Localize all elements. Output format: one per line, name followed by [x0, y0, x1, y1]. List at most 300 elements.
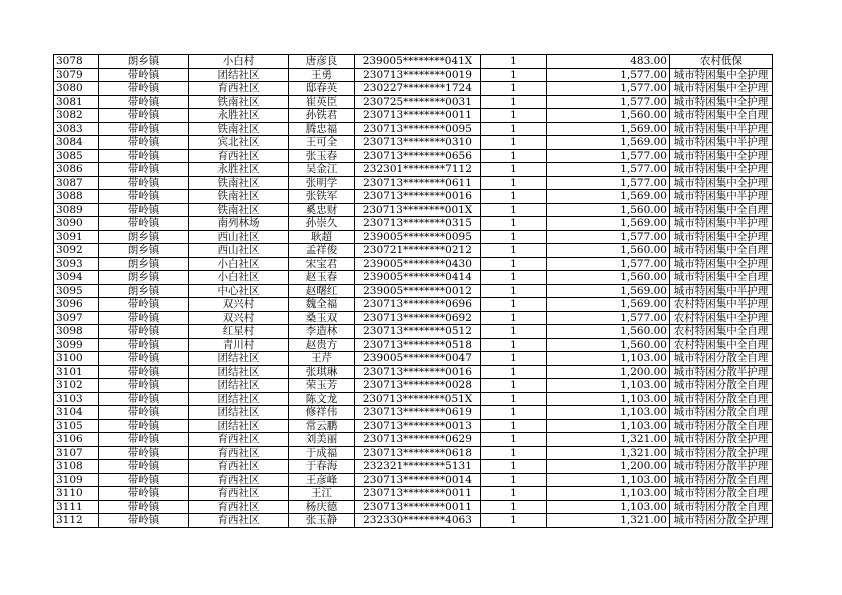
community-cell: 永胜社区	[189, 163, 289, 177]
table-row	[54, 379, 773, 393]
community-cell: 育西社区	[189, 487, 289, 501]
amount-cell: 1,569.00	[547, 190, 670, 204]
town-cell: 带岭镇	[99, 473, 189, 487]
amount-cell: 1,560.00	[547, 271, 670, 285]
table-body	[54, 55, 773, 528]
town-cell: 带岭镇	[99, 109, 189, 123]
person-name-cell: 王可全	[289, 136, 355, 150]
community-cell: 团结社区	[189, 68, 289, 82]
count-cell: 1	[481, 122, 547, 136]
count-cell: 1	[481, 230, 547, 244]
id-number-cell: 230713********0011	[355, 500, 481, 514]
table-row	[54, 311, 773, 325]
id-number-cell: 230725********0031	[355, 95, 481, 109]
community-cell: 双兴村	[189, 311, 289, 325]
row-number-cell: 3099	[54, 338, 99, 352]
table-row	[54, 365, 773, 379]
community-cell: 小白社区	[189, 271, 289, 285]
table-row	[54, 473, 773, 487]
category-cell: 农村特困集中半护理	[670, 298, 773, 312]
count-cell: 1	[481, 487, 547, 501]
row-number-cell: 3110	[54, 487, 99, 501]
town-cell: 带岭镇	[99, 419, 189, 433]
row-number-cell: 3111	[54, 500, 99, 514]
table-row	[54, 500, 773, 514]
person-name-cell: 赵贵方	[289, 338, 355, 352]
category-cell: 城市特困集中半护理	[670, 217, 773, 231]
community-cell: 育西社区	[189, 460, 289, 474]
town-cell: 带岭镇	[99, 68, 189, 82]
count-cell: 1	[481, 325, 547, 339]
town-cell: 带岭镇	[99, 298, 189, 312]
table-row	[54, 446, 773, 460]
id-number-cell: 230713********0013	[355, 419, 481, 433]
table-row	[54, 82, 773, 96]
community-cell: 南列林场	[189, 217, 289, 231]
community-cell: 团结社区	[189, 379, 289, 393]
id-number-cell: 230721********0212	[355, 244, 481, 258]
category-cell: 城市特困集中半护理	[670, 122, 773, 136]
category-cell: 城市特困集中半护理	[670, 190, 773, 204]
category-cell: 城市特困分散全自理	[670, 500, 773, 514]
id-number-cell: 230713********001X	[355, 203, 481, 217]
table-row	[54, 284, 773, 298]
community-cell: 红星村	[189, 325, 289, 339]
table-row	[54, 190, 773, 204]
id-number-cell: 230713********0611	[355, 176, 481, 190]
table-row	[54, 149, 773, 163]
amount-cell: 1,569.00	[547, 217, 670, 231]
row-number-cell: 3083	[54, 122, 99, 136]
row-number-cell: 3101	[54, 365, 99, 379]
person-name-cell: 孙崇久	[289, 217, 355, 231]
amount-cell: 1,200.00	[547, 365, 670, 379]
category-cell: 城市特困集中半护理	[670, 284, 773, 298]
count-cell: 1	[481, 136, 547, 150]
town-cell: 带岭镇	[99, 338, 189, 352]
row-number-cell: 3086	[54, 163, 99, 177]
table-row	[54, 217, 773, 231]
table-row	[54, 122, 773, 136]
table-row	[54, 271, 773, 285]
row-number-cell: 3102	[54, 379, 99, 393]
category-cell: 城市特困分散半护理	[670, 365, 773, 379]
row-number-cell: 3092	[54, 244, 99, 258]
town-cell: 带岭镇	[99, 433, 189, 447]
person-name-cell: 吴金江	[289, 163, 355, 177]
row-number-cell: 3106	[54, 433, 99, 447]
community-cell: 团结社区	[189, 365, 289, 379]
count-cell: 1	[481, 284, 547, 298]
town-cell: 带岭镇	[99, 136, 189, 150]
category-cell: 城市特困集中全自理	[670, 203, 773, 217]
row-number-cell: 3078	[54, 55, 99, 69]
count-cell: 1	[481, 500, 547, 514]
person-name-cell: 张铁军	[289, 190, 355, 204]
town-cell: 带岭镇	[99, 325, 189, 339]
community-cell: 铁南社区	[189, 176, 289, 190]
category-cell: 农村特困集中全自理	[670, 325, 773, 339]
count-cell: 1	[481, 149, 547, 163]
person-name-cell: 于春海	[289, 460, 355, 474]
category-cell: 城市特困集中全护理	[670, 257, 773, 271]
category-cell: 城市特困分散全自理	[670, 487, 773, 501]
id-number-cell: 232330********4063	[355, 514, 481, 528]
table-row	[54, 95, 773, 109]
row-number-cell: 3103	[54, 392, 99, 406]
person-name-cell: 于成福	[289, 446, 355, 460]
row-number-cell: 3082	[54, 109, 99, 123]
category-cell: 城市特困集中全护理	[670, 82, 773, 96]
amount-cell: 1,560.00	[547, 109, 670, 123]
category-cell: 农村低保	[670, 55, 773, 69]
amount-cell: 1,577.00	[547, 230, 670, 244]
amount-cell: 1,577.00	[547, 95, 670, 109]
count-cell: 1	[481, 257, 547, 271]
count-cell: 1	[481, 406, 547, 420]
community-cell: 团结社区	[189, 352, 289, 366]
community-cell: 铁南社区	[189, 203, 289, 217]
amount-cell: 1,103.00	[547, 352, 670, 366]
community-cell: 宾北社区	[189, 136, 289, 150]
amount-cell: 1,321.00	[547, 433, 670, 447]
id-number-cell: 230713********0011	[355, 109, 481, 123]
category-cell: 城市特困集中全护理	[670, 176, 773, 190]
category-cell: 城市特困分散全自理	[670, 406, 773, 420]
id-number-cell: 230713********0095	[355, 122, 481, 136]
amount-cell: 483.00	[547, 55, 670, 69]
id-number-cell: 230713********0629	[355, 433, 481, 447]
town-cell: 带岭镇	[99, 163, 189, 177]
amount-cell: 1,577.00	[547, 311, 670, 325]
id-number-cell: 239005********0047	[355, 352, 481, 366]
amount-cell: 1,569.00	[547, 136, 670, 150]
town-cell: 带岭镇	[99, 379, 189, 393]
category-cell: 城市特困分散全护理	[670, 514, 773, 528]
town-cell: 带岭镇	[99, 122, 189, 136]
id-number-cell: 232301********7112	[355, 163, 481, 177]
amount-cell: 1,569.00	[547, 298, 670, 312]
table-row	[54, 298, 773, 312]
community-cell: 铁南社区	[189, 95, 289, 109]
id-number-cell: 230713********0019	[355, 68, 481, 82]
person-name-cell: 王芹	[289, 352, 355, 366]
count-cell: 1	[481, 55, 547, 69]
category-cell: 城市特困集中全护理	[670, 230, 773, 244]
category-cell: 城市特困分散全自理	[670, 392, 773, 406]
person-name-cell: 陈文龙	[289, 392, 355, 406]
town-cell: 带岭镇	[99, 514, 189, 528]
community-cell: 中心社区	[189, 284, 289, 298]
id-number-cell: 239005********0012	[355, 284, 481, 298]
town-cell: 朗乡镇	[99, 271, 189, 285]
community-cell: 团结社区	[189, 406, 289, 420]
amount-cell: 1,321.00	[547, 446, 670, 460]
id-number-cell: 239005********0095	[355, 230, 481, 244]
row-number-cell: 3085	[54, 149, 99, 163]
id-number-cell: 239005********041X	[355, 55, 481, 69]
count-cell: 1	[481, 311, 547, 325]
count-cell: 1	[481, 460, 547, 474]
id-number-cell: 230713********0016	[355, 365, 481, 379]
person-name-cell: 孟祥俊	[289, 244, 355, 258]
community-cell: 小白村	[189, 55, 289, 69]
row-number-cell: 3090	[54, 217, 99, 231]
row-number-cell: 3093	[54, 257, 99, 271]
community-cell: 青川村	[189, 338, 289, 352]
table-row	[54, 419, 773, 433]
person-name-cell: 杨庆德	[289, 500, 355, 514]
person-name-cell: 张玉静	[289, 514, 355, 528]
person-name-cell: 张琪琳	[289, 365, 355, 379]
row-number-cell: 3104	[54, 406, 99, 420]
table-row	[54, 487, 773, 501]
table-row	[54, 406, 773, 420]
amount-cell: 1,103.00	[547, 392, 670, 406]
person-name-cell: 耿超	[289, 230, 355, 244]
row-number-cell: 3107	[54, 446, 99, 460]
row-number-cell: 3112	[54, 514, 99, 528]
category-cell: 城市特困集中全自理	[670, 271, 773, 285]
id-number-cell: 230713********0315	[355, 217, 481, 231]
count-cell: 1	[481, 514, 547, 528]
row-number-cell: 3079	[54, 68, 99, 82]
count-cell: 1	[481, 190, 547, 204]
town-cell: 朗乡镇	[99, 257, 189, 271]
table-row	[54, 514, 773, 528]
count-cell: 1	[481, 379, 547, 393]
table-row	[54, 230, 773, 244]
person-name-cell: 唐彦良	[289, 55, 355, 69]
community-cell: 育西社区	[189, 500, 289, 514]
table-row	[54, 433, 773, 447]
category-cell: 城市特困集中全护理	[670, 68, 773, 82]
table-row	[54, 338, 773, 352]
community-cell: 永胜社区	[189, 109, 289, 123]
person-name-cell: 王彦峰	[289, 473, 355, 487]
amount-cell: 1,321.00	[547, 514, 670, 528]
town-cell: 带岭镇	[99, 487, 189, 501]
amount-cell: 1,569.00	[547, 122, 670, 136]
person-name-cell: 张玉春	[289, 149, 355, 163]
table-row	[54, 136, 773, 150]
category-cell: 城市特困分散半护理	[670, 460, 773, 474]
table-row	[54, 176, 773, 190]
town-cell: 带岭镇	[99, 190, 189, 204]
community-cell: 团结社区	[189, 392, 289, 406]
table-row	[54, 392, 773, 406]
community-cell: 小白社区	[189, 257, 289, 271]
amount-cell: 1,577.00	[547, 163, 670, 177]
category-cell: 城市特困集中全自理	[670, 109, 773, 123]
amount-cell: 1,103.00	[547, 487, 670, 501]
amount-cell: 1,577.00	[547, 149, 670, 163]
id-number-cell: 230713********0014	[355, 473, 481, 487]
count-cell: 1	[481, 298, 547, 312]
person-name-cell: 腾忠福	[289, 122, 355, 136]
id-number-cell: 230713********0512	[355, 325, 481, 339]
category-cell: 城市特困集中全护理	[670, 149, 773, 163]
community-cell: 西山社区	[189, 244, 289, 258]
row-number-cell: 3109	[54, 473, 99, 487]
category-cell: 城市特困集中全自理	[670, 244, 773, 258]
town-cell: 带岭镇	[99, 352, 189, 366]
count-cell: 1	[481, 217, 547, 231]
amount-cell: 1,577.00	[547, 82, 670, 96]
row-number-cell: 3089	[54, 203, 99, 217]
id-number-cell: 239005********0414	[355, 271, 481, 285]
town-cell: 朗乡镇	[99, 55, 189, 69]
table-row	[54, 257, 773, 271]
person-name-cell: 刘美丽	[289, 433, 355, 447]
community-cell: 育西社区	[189, 149, 289, 163]
category-cell: 城市特困集中半护理	[670, 136, 773, 150]
row-number-cell: 3105	[54, 419, 99, 433]
town-cell: 朗乡镇	[99, 230, 189, 244]
count-cell: 1	[481, 473, 547, 487]
id-number-cell: 232321********5131	[355, 460, 481, 474]
town-cell: 带岭镇	[99, 217, 189, 231]
amount-cell: 1,103.00	[547, 500, 670, 514]
person-name-cell: 魏全福	[289, 298, 355, 312]
person-name-cell: 李造林	[289, 325, 355, 339]
category-cell: 城市特困分散全自理	[670, 379, 773, 393]
person-name-cell: 常云鹏	[289, 419, 355, 433]
amount-cell: 1,560.00	[547, 244, 670, 258]
town-cell: 带岭镇	[99, 446, 189, 460]
town-cell: 带岭镇	[99, 311, 189, 325]
table-row	[54, 352, 773, 366]
count-cell: 1	[481, 163, 547, 177]
person-name-cell: 赵曙红	[289, 284, 355, 298]
category-cell: 城市特困分散全自理	[670, 473, 773, 487]
amount-cell: 1,560.00	[547, 203, 670, 217]
community-cell: 育西社区	[189, 514, 289, 528]
category-cell: 城市特困分散全自理	[670, 352, 773, 366]
person-name-cell: 荣玉芳	[289, 379, 355, 393]
community-cell: 西山社区	[189, 230, 289, 244]
row-number-cell: 3080	[54, 82, 99, 96]
person-name-cell: 张明学	[289, 176, 355, 190]
id-number-cell: 230713********0016	[355, 190, 481, 204]
count-cell: 1	[481, 392, 547, 406]
count-cell: 1	[481, 244, 547, 258]
table-row	[54, 109, 773, 123]
community-cell: 铁南社区	[189, 190, 289, 204]
row-number-cell: 3084	[54, 136, 99, 150]
town-cell: 带岭镇	[99, 392, 189, 406]
data-table	[53, 54, 773, 528]
town-cell: 带岭镇	[99, 406, 189, 420]
amount-cell: 1,560.00	[547, 338, 670, 352]
town-cell: 带岭镇	[99, 203, 189, 217]
table-row	[54, 203, 773, 217]
town-cell: 带岭镇	[99, 82, 189, 96]
category-cell: 城市特困分散全自理	[670, 419, 773, 433]
id-number-cell: 230713********0011	[355, 487, 481, 501]
count-cell: 1	[481, 365, 547, 379]
count-cell: 1	[481, 446, 547, 460]
person-name-cell: 王江	[289, 487, 355, 501]
row-number-cell: 3088	[54, 190, 99, 204]
table-row	[54, 55, 773, 69]
person-name-cell: 修祥伟	[289, 406, 355, 420]
row-number-cell: 3081	[54, 95, 99, 109]
count-cell: 1	[481, 352, 547, 366]
id-number-cell: 230713********0656	[355, 149, 481, 163]
person-name-cell: 王勇	[289, 68, 355, 82]
community-cell: 育西社区	[189, 82, 289, 96]
town-cell: 带岭镇	[99, 500, 189, 514]
town-cell: 朗乡镇	[99, 284, 189, 298]
count-cell: 1	[481, 419, 547, 433]
table-row	[54, 68, 773, 82]
community-cell: 团结社区	[189, 419, 289, 433]
id-number-cell: 230713********0028	[355, 379, 481, 393]
amount-cell: 1,103.00	[547, 473, 670, 487]
person-name-cell: 奚忠财	[289, 203, 355, 217]
amount-cell: 1,103.00	[547, 379, 670, 393]
person-name-cell: 崔英臣	[289, 95, 355, 109]
person-name-cell: 孙铁君	[289, 109, 355, 123]
id-number-cell: 230713********0619	[355, 406, 481, 420]
count-cell: 1	[481, 203, 547, 217]
count-cell: 1	[481, 433, 547, 447]
row-number-cell: 3087	[54, 176, 99, 190]
count-cell: 1	[481, 271, 547, 285]
community-cell: 铁南社区	[189, 122, 289, 136]
row-number-cell: 3098	[54, 325, 99, 339]
id-number-cell: 230713********0618	[355, 446, 481, 460]
id-number-cell: 230227********1724	[355, 82, 481, 96]
table-row	[54, 460, 773, 474]
town-cell: 朗乡镇	[99, 244, 189, 258]
table-row	[54, 325, 773, 339]
town-cell: 带岭镇	[99, 460, 189, 474]
row-number-cell: 3096	[54, 298, 99, 312]
town-cell: 带岭镇	[99, 176, 189, 190]
person-name-cell: 宋宝君	[289, 257, 355, 271]
row-number-cell: 3108	[54, 460, 99, 474]
amount-cell: 1,560.00	[547, 325, 670, 339]
id-number-cell: 239005********0430	[355, 257, 481, 271]
category-cell: 城市特困分散全护理	[670, 433, 773, 447]
id-number-cell: 230713********0692	[355, 311, 481, 325]
community-cell: 育西社区	[189, 446, 289, 460]
count-cell: 1	[481, 82, 547, 96]
amount-cell: 1,577.00	[547, 176, 670, 190]
amount-cell: 1,103.00	[547, 406, 670, 420]
category-cell: 城市特困分散全护理	[670, 446, 773, 460]
category-cell: 农村特困集中全自理	[670, 338, 773, 352]
row-number-cell: 3097	[54, 311, 99, 325]
amount-cell: 1,103.00	[547, 419, 670, 433]
table-row	[54, 244, 773, 258]
amount-cell: 1,200.00	[547, 460, 670, 474]
id-number-cell: 230713********0696	[355, 298, 481, 312]
person-name-cell: 桑玉双	[289, 311, 355, 325]
amount-cell: 1,577.00	[547, 257, 670, 271]
count-cell: 1	[481, 68, 547, 82]
row-number-cell: 3091	[54, 230, 99, 244]
category-cell: 城市特困集中全护理	[670, 95, 773, 109]
category-cell: 农村特困集中全护理	[670, 311, 773, 325]
town-cell: 带岭镇	[99, 149, 189, 163]
person-name-cell: 赵玉春	[289, 271, 355, 285]
amount-cell: 1,569.00	[547, 284, 670, 298]
row-number-cell: 3100	[54, 352, 99, 366]
category-cell: 城市特困集中全护理	[670, 163, 773, 177]
